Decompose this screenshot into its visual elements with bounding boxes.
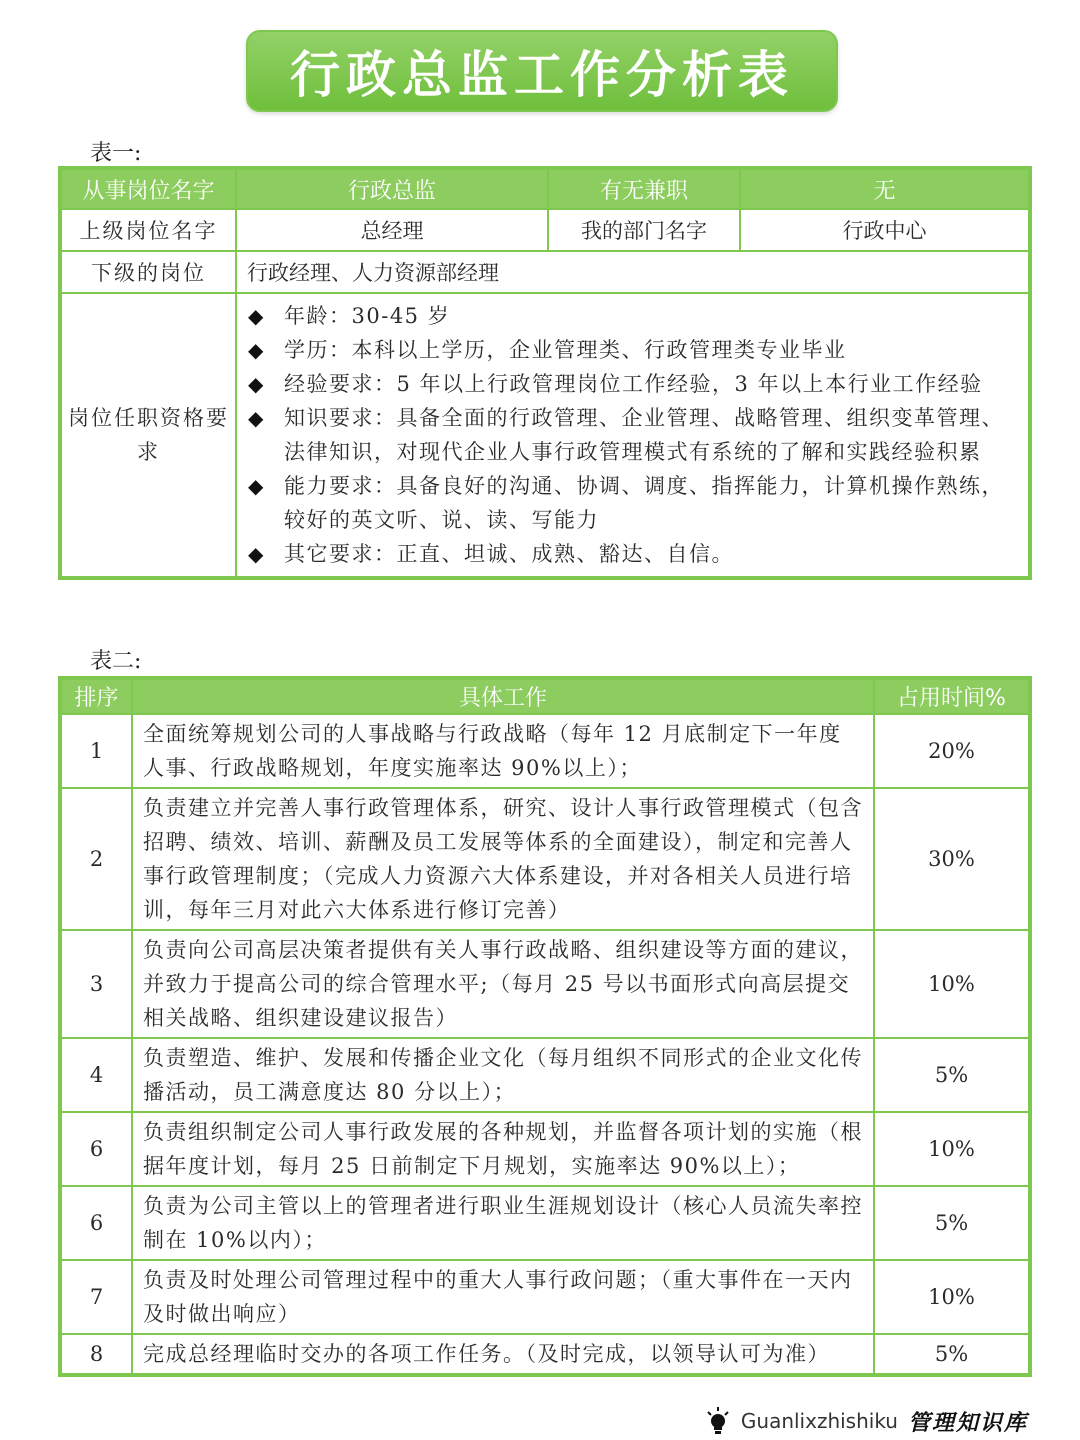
duties-table — [58, 676, 1032, 1377]
table-row — [60, 788, 1030, 930]
percent-cell: 10% — [874, 930, 1030, 1038]
table1-row — [60, 251, 1030, 293]
list-item: ◆ 知识要求：具备全面的行政管理、企业管理、战略管理、组织变革管理、法律知识，对现代企业人事行政管理模式有系统的了解和实践经验积累 — [248, 401, 1019, 469]
work-cell: 负责为公司主管以上的管理者进行职业生涯规划设计（核心人员流失率控制在 10%以内）； — [132, 1186, 874, 1260]
diamond-bullet-icon: ◆ — [248, 338, 265, 362]
work-cell: 全面统筹规划公司的人事战略与行政战略（每年 12 月底制定下一年度人事、行政战略规划，年度实施率达 90%以上）； — [132, 714, 874, 788]
title-banner — [246, 30, 838, 112]
diamond-bullet-icon: ◆ — [248, 372, 265, 396]
page-title: 行政总监工作分析表 — [290, 46, 794, 104]
rank-cell: 6 — [60, 1112, 132, 1186]
table2-header-row — [60, 678, 1030, 714]
table1-row — [60, 209, 1030, 251]
table-row — [60, 1186, 1030, 1260]
site-name: Guanlixzhishiku — [740, 1409, 898, 1433]
rank-cell: 4 — [60, 1038, 132, 1112]
table1-row-requirements — [60, 293, 1030, 578]
list-item: ◆ 能力要求：具备良好的沟通、协调、调度、指挥能力，计算机操作熟练，较好的英文听、说、读、写能力 — [248, 469, 1019, 537]
table-row — [60, 930, 1030, 1038]
rank-cell: 6 — [60, 1186, 132, 1260]
rank-cell: 1 — [60, 714, 132, 788]
work-cell: 负责塑造、维护、发展和传播企业文化（每月组织不同形式的企业文化传播活动，员工满意度达 80 分以上）； — [132, 1038, 874, 1112]
cell: 行政中心 — [740, 209, 1030, 251]
table-row — [60, 1112, 1030, 1186]
list-item: ◆ 年龄：30-45 岁 — [248, 299, 1019, 333]
rank-cell: 2 — [60, 788, 132, 930]
diamond-bullet-icon: ◆ — [248, 406, 265, 430]
cell: 我的部门名字 — [548, 209, 740, 251]
cell: 上级岗位名字 — [60, 209, 236, 251]
requirements-label: 岗位任职资格要求 — [60, 293, 236, 578]
rank-cell: 3 — [60, 930, 132, 1038]
table1-header-row — [60, 168, 1030, 209]
work-cell: 负责组织制定公司人事行政发展的各种规划，并监督各项计划的实施（根据年度计划，每月 25 日前制定下月规划，实施率达 90%以上）； — [132, 1112, 874, 1186]
work-cell: 完成总经理临时交办的各项工作任务。（及时完成，以领导认可为准） — [132, 1334, 874, 1375]
work-cell: 负责建立并完善人事行政管理体系，研究、设计人事行政管理模式（包含招聘、绩效、培训、薪酬及员工发展等体系的全面建设），制定和完善人事行政管理制度；（完成人力资源六大体系建设，并对各相关人员进行培训，每年三月对此六大体系进行修订完善） — [132, 788, 874, 930]
work-cell: 负责向公司高层决策者提供有关人事行政战略、组织建设等方面的建议，并致力于提高公司的综合管理水平;（每月 25 号以书面形式向高层提交相关战略、组织建设建议报告） — [132, 930, 874, 1038]
job-info-table — [58, 166, 1032, 580]
requirements-cell — [236, 293, 1030, 578]
percent-cell: 10% — [874, 1260, 1030, 1334]
header-cell: 排序 — [60, 678, 132, 714]
percent-cell: 5% — [874, 1334, 1030, 1375]
percent-cell: 5% — [874, 1038, 1030, 1112]
header-cell: 有无兼职 — [548, 168, 740, 209]
diamond-bullet-icon: ◆ — [248, 542, 265, 566]
table2-label: 表二: — [90, 649, 142, 674]
footer-watermark — [705, 1404, 1028, 1438]
percent-cell: 20% — [874, 714, 1030, 788]
table-row — [60, 714, 1030, 788]
cell: 总经理 — [236, 209, 548, 251]
work-cell: 负责及时处理公司管理过程中的重大人事行政问题；（重大事件在一天内及时做出响应） — [132, 1260, 874, 1334]
list-item: ◆ 学历：本科以上学历，企业管理类、行政管理类专业毕业 — [248, 333, 1019, 367]
diamond-bullet-icon: ◆ — [248, 304, 265, 328]
rank-cell: 7 — [60, 1260, 132, 1334]
brand-name: 管理知识库 — [907, 1410, 1028, 1436]
percent-cell: 10% — [874, 1112, 1030, 1186]
lightbulb-icon — [705, 1406, 731, 1436]
table1-label: 表一: — [90, 141, 142, 166]
diamond-bullet-icon: ◆ — [248, 474, 265, 498]
table-row — [60, 1260, 1030, 1334]
cell: 下级的岗位 — [60, 251, 236, 293]
cell: 行政经理、人力资源部经理 — [236, 251, 1030, 293]
header-cell: 无 — [740, 168, 1030, 209]
list-item: ◆ 其它要求：正直、坦诚、成熟、豁达、自信。 — [248, 537, 1019, 571]
header-cell: 行政总监 — [236, 168, 548, 209]
rank-cell: 8 — [60, 1334, 132, 1375]
percent-cell: 30% — [874, 788, 1030, 930]
header-cell: 占用时间% — [874, 678, 1030, 714]
percent-cell: 5% — [874, 1186, 1030, 1260]
table-row — [60, 1334, 1030, 1375]
header-cell: 从事岗位名字 — [60, 168, 236, 209]
header-cell: 具体工作 — [132, 678, 874, 714]
table-row — [60, 1038, 1030, 1112]
list-item: ◆ 经验要求：5 年以上行政管理岗位工作经验，3 年以上本行业工作经验 — [248, 367, 1019, 401]
requirements-list — [238, 295, 1027, 575]
